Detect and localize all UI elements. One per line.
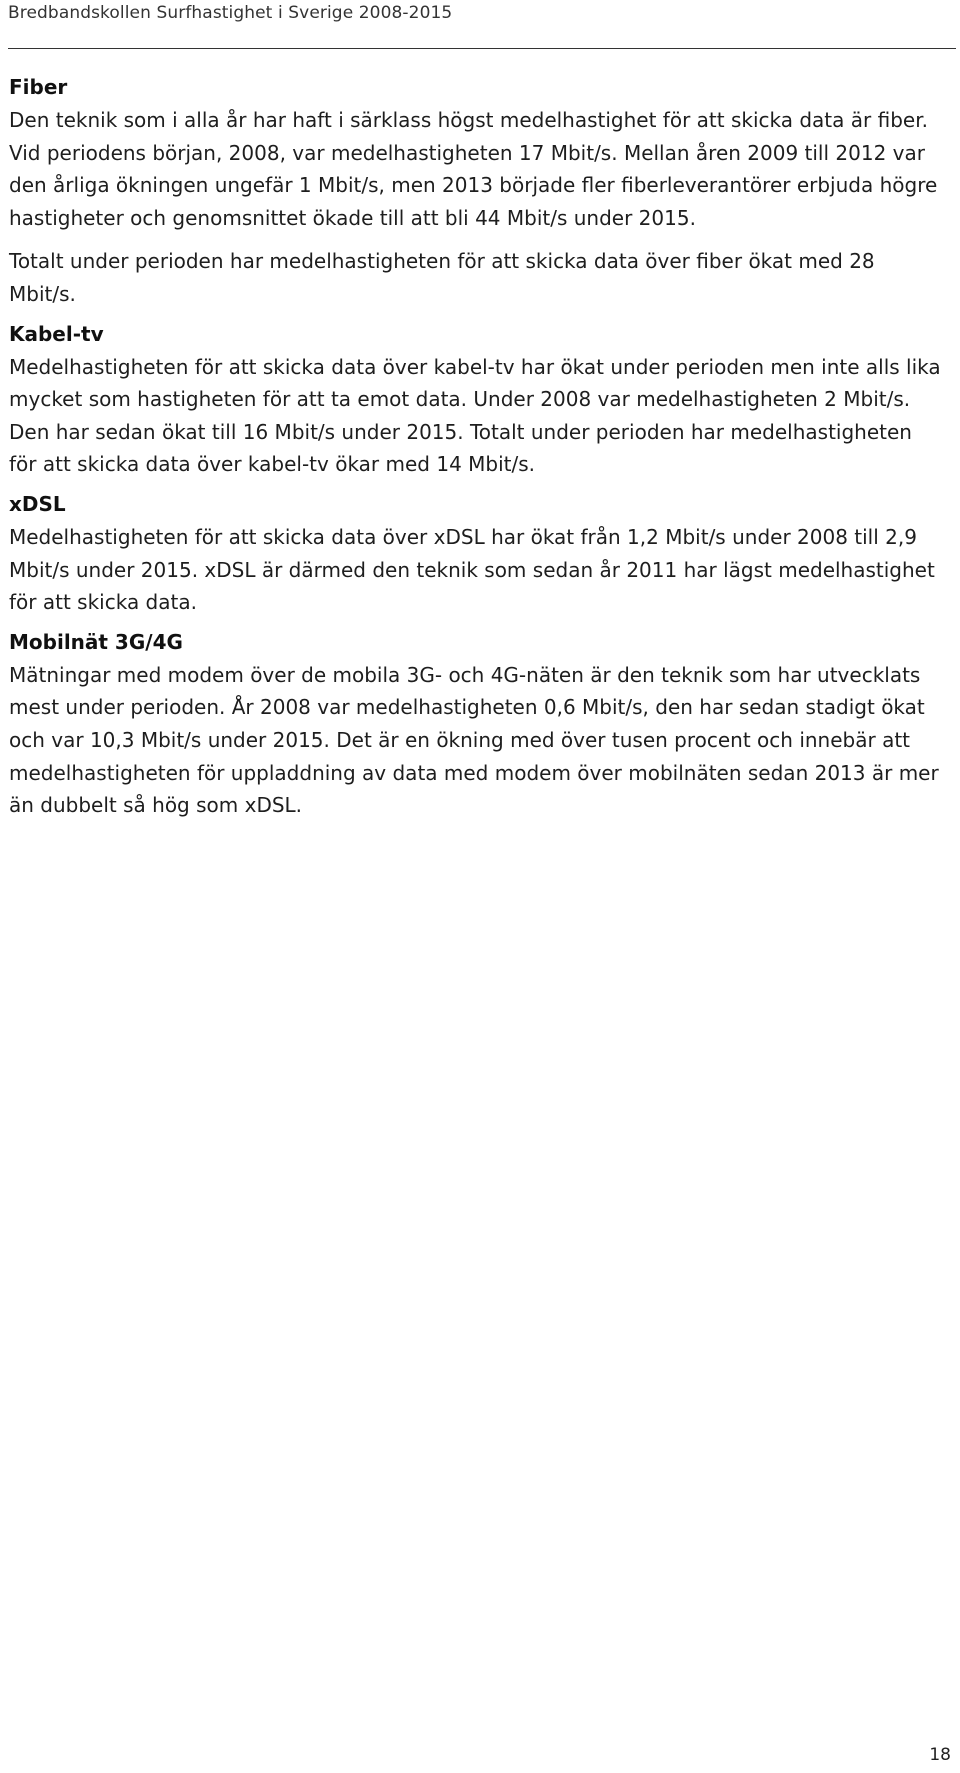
section-xdsl — [9, 487, 944, 619]
paragraph-fiber-1: Den teknik som i alla år har haft i särklass högst medelhastighet för att skicka data är fiber. Vid periodens början, 2008, var medelhastigheten 17 Mbit/s. Mellan åren 2009 till 2012 var den årliga ökningen ungefär 1 Mbit/s, men 2013 började fler fiberleverantörer erbjuda högre hastigheter och genomsnittet ökade till att bli 44 Mbit/s under 2015. — [9, 108, 938, 230]
running-header: Bredbandskollen Surfhastighet i Sverige 2008-2015 — [8, 3, 453, 23]
section-heading-kabel-tv: Kabel-tv — [9, 321, 104, 346]
section-kabel-tv — [9, 317, 944, 481]
section-heading-xdsl: xDSL — [9, 491, 66, 516]
paragraph-fiber-2: Totalt under perioden har medelhastigheten för att skicka data över fiber ökat med 28 Mbit/s. — [9, 249, 875, 306]
section-heading-fiber: Fiber — [9, 75, 68, 99]
header-divider — [8, 48, 956, 49]
paragraph-kabel-tv-1: Medelhastigheten för att skicka data över kabel-tv har ökat under perioden men inte alls lika mycket som hastigheten för att ta emot data. Under 2008 var medelhastigheten 2 Mbit/s. Den har sedan ökat till 16 Mbit/s under 2015. Totalt under perioden har medelhastigheten för att skicka data över kabel-tv ökar med 14 Mbit/s. — [9, 354, 941, 477]
paragraph-mobilnat-1: Mätningar med modem över de mobila 3G- och 4G-näten är den teknik som har utvecklats mest under perioden. År 2008 var medelhastigheten 0,6 Mbit/s, den har sedan stadigt ökat och var 10,3 Mbit/s under 2015. Det är en ökning med över tusen procent och innebär att medelhastigheten för uppladdning av data med modem över mobilnäten sedan 2013 är mer än dubbelt så hög som xDSL. — [9, 662, 939, 818]
section-fiber — [9, 70, 944, 311]
section-heading-mobilnat: Mobilnät 3G/4G — [9, 629, 183, 654]
paragraph-xdsl-1: Medelhastigheten för att skicka data över xDSL har ökat från 1,2 Mbit/s under 2008 till 2,9 Mbit/s under 2015. xDSL är därmed den teknik som sedan år 2011 har lägst medelhastighet för att skicka data. — [9, 524, 935, 615]
section-mobilnat — [9, 625, 944, 822]
document-body — [9, 70, 944, 822]
page-number: 18 — [929, 1745, 951, 1765]
